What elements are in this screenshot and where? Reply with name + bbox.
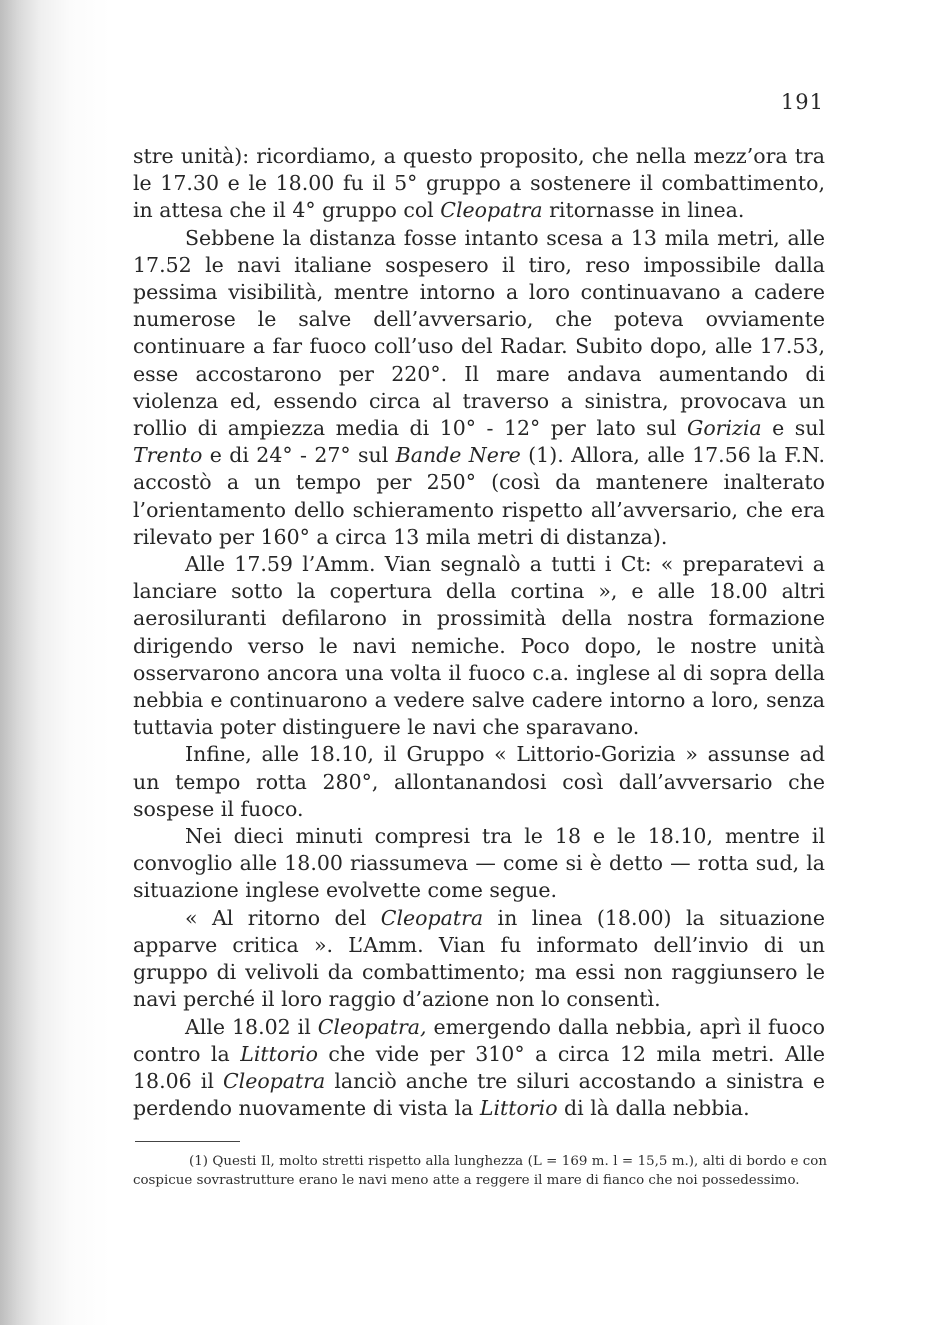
italic-ship-name: Cleopatra,: [317, 1014, 427, 1039]
italic-ship-name: Littorio: [479, 1096, 558, 1121]
text-run: (1) Questi Il, molto stretti rispetto alla lunghezza (L = 169 m. l = 15,5 m.), alti di bordo e con cospicue sovrastrutture erano le navi meno atte a reggere il mare di fianco che noi possedessimo.: [133, 1154, 827, 1188]
text-run: e sul: [761, 416, 825, 441]
body-text: [133, 143, 825, 1122]
footnote-divider: [135, 1141, 240, 1142]
text-run: Sebbene la distanza fosse intanto scesa a 13 mila metri, alle 17.52 le navi italiane sospesero il tiro, reso impossibile dalla pessima visibilità, mentre intorno a loro continuavano a cadere numerose le salve dell’avversario, che poteva ovviamente continuare a far fuoco coll’uso del Radar. Subito dopo, alle 17.53, esse accostarono per 220°. Il mare andava aumentando di violenza ed, essendo circa al traverso a sinistra, provocava un rollio di ampiezza media di 10° - 12° per lato sul: [133, 225, 825, 441]
italic-ship-name: Cleopatra: [440, 198, 543, 223]
text-run: « Al ritorno del: [185, 905, 381, 930]
text-run: e di 24° - 27° sul: [202, 443, 396, 468]
text-run: di là dalla nebbia.: [557, 1096, 750, 1121]
paragraph-4: [133, 741, 825, 823]
text-run: Alle 17.59 l’Amm. Vian segnalò a tutti i Ct: « preparatevi a lanciare sotto la copertura della cortina », e alle 18.00 altri aerosiluranti defilarono in prossimità della nostra formazione dirigendo verso le navi nemiche. Poco dopo, le nostre unità osservarono ancora una volta il fuoco c.a. inglese al di sopra della nebbia e continuarono a vedere salve cadere intorno a loro, senza tuttavia poter distinguere le navi che sparavano.: [133, 552, 825, 740]
text-run: Nei dieci minuti compresi tra le 18 e le 18.10, mentre il convoglio alle 18.00 riassumeva — come si è detto — rotta sud, la situazione inglese evolvette come segue.: [133, 824, 825, 903]
paragraph-2: [133, 225, 825, 551]
text-run: Alle 18.02 il: [185, 1014, 318, 1039]
text-run: Infine, alle 18.10, il Gruppo « Littorio-Gorizia » assunse ad un tempo rotta 280°, allontanandosi così dall’avversario che sospese il fuoco.: [133, 742, 825, 821]
paragraph-7: [133, 1014, 825, 1123]
italic-ship-name: Cleopatra: [222, 1068, 326, 1093]
text-run: (1). Allora, alle 17.56 la F.N. accostò a un tempo per 250° (così da mantenere inalterato l’orientamento dello schieramento rispetto all’avversario, che era rilevato per 160° a circa 13 mila metri di distanza).: [133, 443, 825, 549]
paragraph-1: [133, 143, 825, 225]
paragraph-3: [133, 551, 825, 741]
italic-ship-name: Gorizia: [686, 416, 762, 441]
page-number: 191: [780, 90, 824, 114]
italic-ship-name: Bande Nere: [395, 443, 521, 468]
footnote-text: [133, 1153, 827, 1190]
text-run: lanciò anche tre siluri accostando a sinistra e perdendo nuovamente di vista la: [133, 1068, 825, 1121]
italic-ship-name: Littorio: [240, 1041, 318, 1066]
italic-ship-name: Trento: [133, 443, 203, 468]
paragraph-5: [133, 823, 825, 905]
footnote-1: [133, 1153, 827, 1190]
text-run: stre unità): ricordiamo, a questo proposito, che nella mezz’ora tra le 17.30 e le 18.00 fu il 5° gruppo a sostenere il combattimento, in attesa che il 4° gruppo col: [133, 144, 825, 223]
italic-ship-name: Cleopatra: [380, 905, 484, 930]
paragraph-6: [133, 905, 825, 1014]
text-run: ritornasse in linea.: [542, 198, 745, 223]
text-run: in linea (18.00) la situazione apparve critica ». L’Amm. Vian fu informato dell’invio di un gruppo di velivoli da combattimento; ma essi non raggiunsero le navi perché il loro raggio d’azione non lo consentì.: [133, 905, 825, 1012]
text-run: che vide per 310° a circa 12 mila metri. Alle 18.06 il: [133, 1041, 826, 1093]
text-run: emergendo dalla nebbia, aprì il fuoco contro la: [133, 1014, 825, 1066]
